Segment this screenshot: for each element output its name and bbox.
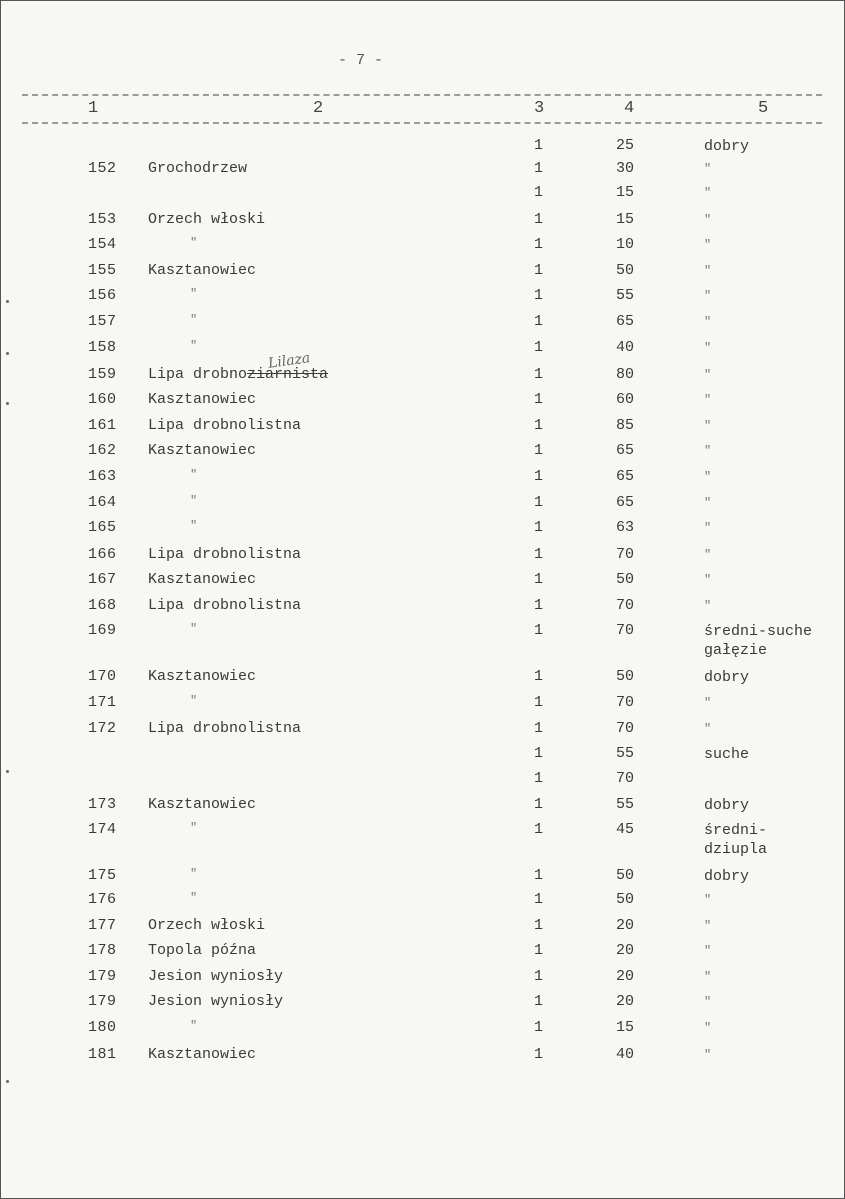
tree-species: Kasztanowiec: [148, 796, 257, 813]
tree-measure: 55: [616, 745, 635, 762]
tree-condition: ": [704, 722, 712, 736]
tree-condition: ": [704, 548, 712, 562]
tree-condition: suche: [704, 746, 750, 763]
tree-measure: 50: [616, 668, 635, 685]
tree-species: ": [190, 622, 198, 636]
table-row: [0, 770, 845, 796]
tree-condition: ": [704, 393, 712, 407]
tree-condition: ": [704, 238, 712, 252]
table-row: [0, 1019, 845, 1045]
row-number: 171: [88, 694, 117, 711]
struck-out-text: ziarnista: [247, 366, 329, 383]
tree-count: 1: [534, 821, 544, 838]
row-number: 162: [88, 442, 117, 459]
tree-measure: 40: [616, 1046, 635, 1063]
tree-condition: ": [704, 186, 712, 200]
table-row: [0, 391, 845, 417]
tree-measure: 65: [616, 442, 635, 459]
tree-species: Orzech włoski: [148, 917, 266, 934]
tree-count: 1: [534, 571, 544, 588]
tree-condition: ": [704, 919, 712, 933]
table-row: [0, 891, 845, 917]
row-number: 154: [88, 236, 117, 253]
tree-measure: 20: [616, 917, 635, 934]
row-number: 167: [88, 571, 117, 588]
table-row: [0, 160, 845, 186]
tree-count: 1: [534, 796, 544, 813]
tree-species: ": [190, 1019, 198, 1033]
tree-measure: 10: [616, 236, 635, 253]
tree-measure: 50: [616, 262, 635, 279]
row-number: 181: [88, 1046, 117, 1063]
tree-count: 1: [534, 770, 544, 787]
row-number: 178: [88, 942, 117, 959]
tree-condition: ": [704, 289, 712, 303]
tree-condition: ": [704, 444, 712, 458]
tree-condition: dobry: [704, 669, 750, 686]
tree-count: 1: [534, 391, 544, 408]
table-row: [0, 417, 845, 443]
tree-species: Topola późna: [148, 942, 257, 959]
row-number: 153: [88, 211, 117, 228]
tree-condition: ": [704, 496, 712, 510]
tree-condition: ": [704, 995, 712, 1009]
header-rule-bottom: [22, 122, 822, 124]
tree-count: 1: [534, 993, 544, 1010]
table-row: [0, 494, 845, 520]
row-number: 173: [88, 796, 117, 813]
column-header-3: 3: [534, 99, 545, 118]
tree-count: 1: [534, 313, 544, 330]
margin-mark: [6, 402, 9, 405]
tree-species: ": [190, 236, 198, 250]
row-number: 172: [88, 720, 117, 737]
tree-measure: 65: [616, 468, 635, 485]
tree-species: ": [190, 867, 198, 881]
tree-count: 1: [534, 1046, 544, 1063]
tree-measure: 15: [616, 211, 635, 228]
tree-species: ": [190, 287, 198, 301]
tree-condition: ": [704, 573, 712, 587]
tree-measure: 20: [616, 968, 635, 985]
tree-condition: ": [704, 696, 712, 710]
tree-measure: 20: [616, 942, 635, 959]
tree-condition: ": [704, 1048, 712, 1062]
tree-measure: 15: [616, 1019, 635, 1036]
tree-species: ": [190, 694, 198, 708]
tree-count: 1: [534, 519, 544, 536]
row-number: 179: [88, 968, 117, 985]
column-header-5: 5: [758, 99, 769, 118]
tree-species: ": [190, 821, 198, 835]
tree-measure: 15: [616, 184, 635, 201]
tree-condition: ": [704, 368, 712, 382]
row-number: 158: [88, 339, 117, 356]
tree-measure: 55: [616, 287, 635, 304]
header-rule-top: [22, 94, 822, 96]
tree-measure: 80: [616, 366, 635, 383]
tree-species: Lipa drobnolistna: [148, 417, 302, 434]
tree-count: 1: [534, 968, 544, 985]
tree-measure: 70: [616, 622, 635, 639]
tree-condition: ": [704, 264, 712, 278]
table-row: [0, 184, 845, 210]
tree-count: 1: [534, 184, 544, 201]
tree-species: Kasztanowiec: [148, 391, 257, 408]
tree-species: Kasztanowiec: [148, 1046, 257, 1063]
table-row: [0, 1046, 845, 1072]
tree-count: 1: [534, 867, 544, 884]
tree-measure: 50: [616, 571, 635, 588]
handwritten-correction: Lilaza: [267, 350, 312, 372]
table-row: [0, 942, 845, 968]
tree-condition-line1: średni-: [704, 822, 768, 839]
tree-measure: 65: [616, 313, 635, 330]
tree-measure: 70: [616, 720, 635, 737]
tree-species: ": [190, 339, 198, 353]
tree-measure: 40: [616, 339, 635, 356]
tree-count: 1: [534, 366, 544, 383]
tree-count: 1: [534, 597, 544, 614]
tree-measure: 70: [616, 694, 635, 711]
tree-measure: 20: [616, 993, 635, 1010]
tree-species: Orzech włoski: [148, 211, 266, 228]
tree-count: 1: [534, 917, 544, 934]
table-row: [0, 867, 845, 893]
tree-count: 1: [534, 137, 544, 154]
table-row: [0, 993, 845, 1019]
tree-count: 1: [534, 745, 544, 762]
table-row: [0, 571, 845, 597]
column-header-4: 4: [624, 99, 635, 118]
tree-species: ": [190, 494, 198, 508]
tree-condition: [704, 622, 812, 660]
table-row: [0, 287, 845, 313]
tree-count: 1: [534, 720, 544, 737]
table-row: [0, 313, 845, 339]
tree-species: Kasztanowiec: [148, 442, 257, 459]
row-number: 176: [88, 891, 117, 908]
tree-condition-line2: dziupla: [704, 841, 768, 858]
margin-mark: [6, 300, 9, 303]
tree-count: 1: [534, 494, 544, 511]
tree-species: Kasztanowiec: [148, 668, 257, 685]
row-number: 180: [88, 1019, 117, 1036]
tree-condition: ": [704, 315, 712, 329]
tree-condition: ": [704, 521, 712, 535]
table-row: [0, 366, 845, 392]
tree-measure: 50: [616, 867, 635, 884]
tree-measure: 55: [616, 796, 635, 813]
table-row: [0, 597, 845, 623]
tree-species: ": [190, 891, 198, 905]
tree-measure: 60: [616, 391, 635, 408]
row-number: 166: [88, 546, 117, 563]
tree-species: Grochodrzew: [148, 160, 248, 177]
tree-count: 1: [534, 891, 544, 908]
tree-condition: ": [704, 944, 712, 958]
tree-species: Jesion wyniosły: [148, 968, 284, 985]
column-header-1: 1: [88, 99, 99, 118]
tree-species: ": [190, 519, 198, 533]
column-header-2: 2: [313, 99, 324, 118]
tree-count: 1: [534, 339, 544, 356]
tree-condition-line2: gałęzie: [704, 642, 768, 659]
table-row: [0, 262, 845, 288]
tree-condition: ": [704, 162, 712, 176]
row-number: 157: [88, 313, 117, 330]
table-row: [0, 821, 845, 858]
tree-count: 1: [534, 468, 544, 485]
row-number: 169: [88, 622, 117, 639]
tree-condition: ": [704, 470, 712, 484]
tree-measure: 45: [616, 821, 635, 838]
row-number: 174: [88, 821, 117, 838]
row-number: 168: [88, 597, 117, 614]
margin-mark: [6, 352, 9, 355]
tree-count: 1: [534, 236, 544, 253]
row-number: 163: [88, 468, 117, 485]
tree-count: 1: [534, 211, 544, 228]
tree-condition: ": [704, 970, 712, 984]
tree-condition: ": [704, 1021, 712, 1035]
tree-condition: ": [704, 341, 712, 355]
table-row: [0, 236, 845, 262]
tree-species: ": [190, 313, 198, 327]
tree-condition: ": [704, 213, 712, 227]
tree-species-text: Lipa drobno: [148, 366, 248, 383]
tree-species: ": [190, 468, 198, 482]
table-row: [0, 917, 845, 943]
tree-condition: dobry: [704, 138, 750, 155]
tree-condition: ": [704, 893, 712, 907]
table-row: [0, 211, 845, 237]
tree-count: 1: [534, 262, 544, 279]
tree-measure: 70: [616, 546, 635, 563]
tree-measure: 65: [616, 494, 635, 511]
row-number: 175: [88, 867, 117, 884]
table-row: [0, 546, 845, 572]
table-row: [0, 745, 845, 771]
tree-measure: 25: [616, 137, 635, 154]
tree-condition: dobry: [704, 868, 750, 885]
tree-condition: [704, 821, 767, 859]
tree-measure: 70: [616, 597, 635, 614]
tree-count: 1: [534, 668, 544, 685]
tree-species: Lipa drobnolistna: [148, 597, 302, 614]
table-row: [0, 442, 845, 468]
tree-condition-line1: średni-suche: [704, 623, 813, 640]
tree-species: Kasztanowiec: [148, 571, 257, 588]
tree-species: [148, 366, 328, 383]
table-row: [0, 694, 845, 720]
tree-count: 1: [534, 622, 544, 639]
table-row: [0, 668, 845, 694]
table-row: [0, 720, 845, 746]
page-number: - 7 -: [338, 52, 384, 69]
table-row: [0, 968, 845, 994]
row-number: 170: [88, 668, 117, 685]
tree-count: 1: [534, 942, 544, 959]
tree-measure: 70: [616, 770, 635, 787]
tree-species: Lipa drobnolistna: [148, 546, 302, 563]
tree-count: 1: [534, 694, 544, 711]
row-number: 156: [88, 287, 117, 304]
row-number: 155: [88, 262, 117, 279]
margin-mark: [6, 1080, 9, 1083]
tree-count: 1: [534, 1019, 544, 1036]
row-number: 179: [88, 993, 117, 1010]
tree-measure: 30: [616, 160, 635, 177]
tree-condition: ": [704, 599, 712, 613]
tree-condition: ": [704, 419, 712, 433]
table-row: [0, 468, 845, 494]
tree-count: 1: [534, 442, 544, 459]
tree-count: 1: [534, 546, 544, 563]
margin-mark: [6, 770, 9, 773]
row-number: 161: [88, 417, 117, 434]
tree-species: Lipa drobnolistna: [148, 720, 302, 737]
row-number: 159: [88, 366, 117, 383]
table-row: [0, 339, 845, 365]
tree-species: Kasztanowiec: [148, 262, 257, 279]
tree-condition: dobry: [704, 797, 750, 814]
tree-measure: 63: [616, 519, 635, 536]
row-number: 164: [88, 494, 117, 511]
table-row: [0, 796, 845, 822]
tree-measure: 85: [616, 417, 635, 434]
table-row: [0, 519, 845, 545]
tree-count: 1: [534, 287, 544, 304]
tree-species: Jesion wyniosły: [148, 993, 284, 1010]
row-number: 160: [88, 391, 117, 408]
table-row: [0, 622, 845, 659]
row-number: 152: [88, 160, 117, 177]
row-number: 165: [88, 519, 117, 536]
row-number: 177: [88, 917, 117, 934]
tree-count: 1: [534, 160, 544, 177]
tree-count: 1: [534, 417, 544, 434]
tree-measure: 50: [616, 891, 635, 908]
